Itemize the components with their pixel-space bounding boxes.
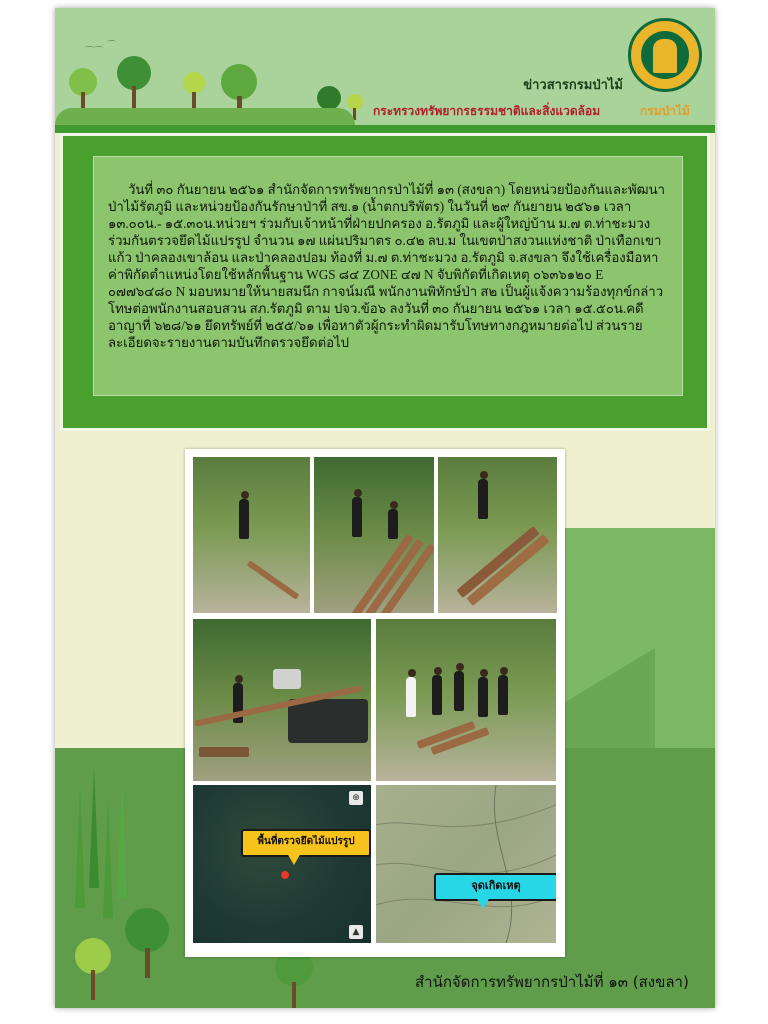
photo-officers-group bbox=[376, 619, 556, 781]
photo-collage bbox=[185, 449, 565, 957]
news-body: วันที่ ๓๐ กันยายน ๒๕๖๑ สำนักจัดการทรัพยากรป่าไม้ที่ ๑๓ (สงขลา) โดยหน่วยป้องกันและพัฒนาป่าไม้รัตภูมิ และหน่วยป้องกันรักษาป่าที่ สข.๑ (น้ำตกบริพัตร) ในวันที่ ๒๙ กันยายน ๒๕๖๑ เวลา ๑๓.๐๐น.- ๑๕.๓๐น.หน่วยฯ ร่วมกับเจ้าหน้าที่ฝ่ายปกครอง อ.รัตภูมิ และผู้ใหญ่บ้าน ม.๗ ต.ท่าชะมวง ร่วมกันตรวจยึดไม้แปรรูป จำนวน ๑๗ แผ่นปริมาตร ๐.๔๒ ลบ.ม ในเขตป่าสงวนแห่งชาติ ป่าเทือกเขาแก้ว ป่าคลองเขาล้อน และป่าคลองปอม ท้องที่ ม.๗ ต.ท่าชะมวง อ.รัตภูมิ จ.สงขลา จึงใช้เครื่องมือหาค่าพิกัดตำแหน่งโดยใช้หลักพื้นฐาน WGS ๘๔ ZONE ๔๗ N จับพิกัดที่เกิดเหตุ ๐๖๓๖๑๒๐ E ๐๗๗๖๔๘๐ N มอบหมายให้นายสมนึก กาจน์มณี พนักงานพิทักษ์ป่า ส๒ เป็นผู้แจ้งความร้องทุกข์กล่าวโทษต่อพนักงานสอบสวน สภ.รัตภูมิ ตาม ปจว.ข้อ๖ ลงวันที่ ๓๐ กันยายน ๒๕๖๑ เวลา ๑๕.๕๐น.คดีอาญาที่ ๖๒๘/๖๑ ยึดทรัพย์ที่ ๒๕๕/๖๑ เพื่อหาตัวผู้กระทำผิดมารับโทษทางกฎหมายต่อไป ส่วนรายละเอียดจะรายงานตามบันทึกตรวจยึดต่อไป bbox=[108, 182, 666, 350]
header-divider bbox=[55, 125, 715, 133]
photo-seized-lumber bbox=[314, 457, 434, 613]
bird-icon: ⌒ bbox=[107, 41, 117, 51]
map-lines bbox=[376, 785, 556, 943]
news-panel bbox=[60, 133, 710, 431]
satellite-map bbox=[193, 785, 371, 943]
incident-point-callout: จุดเกิดเหตุ bbox=[434, 873, 556, 901]
seizure-area-callout: พื้นที่ตรวจยึดไม้แปรรูป bbox=[241, 829, 371, 857]
bird-icon: ⌒⌒ bbox=[85, 47, 104, 57]
news-text-box bbox=[93, 156, 683, 396]
photo-pickup-truck bbox=[193, 619, 371, 781]
photo-lumber-pile bbox=[438, 457, 557, 613]
compass-icon: ⊕ bbox=[349, 791, 363, 805]
photo-officers-forest bbox=[193, 457, 310, 613]
topographic-map bbox=[376, 785, 556, 943]
grass-decoration bbox=[103, 798, 113, 918]
location-pin-icon bbox=[281, 871, 289, 879]
grass-decoration bbox=[75, 788, 85, 908]
grass-decoration bbox=[89, 768, 99, 888]
grass-decoration bbox=[117, 778, 127, 898]
footer-office-name: สำนักจัดการทรัพยากรป่าไม้ที่ ๑๓ (สงขลา) bbox=[415, 973, 689, 991]
header-title: ข่าวสารกรมป่าไม้ bbox=[523, 78, 623, 93]
ministry-name: กระทรวงทรัพยากรธรรมชาติและสิ่งแวดล้อม bbox=[373, 104, 601, 118]
department-name: กรมป่าไม้ bbox=[640, 104, 690, 118]
hill-decoration bbox=[55, 108, 355, 125]
header-banner bbox=[55, 8, 715, 125]
scale-icon: ▲ bbox=[349, 925, 363, 939]
department-logo bbox=[628, 18, 702, 92]
page-frame bbox=[55, 8, 715, 1008]
